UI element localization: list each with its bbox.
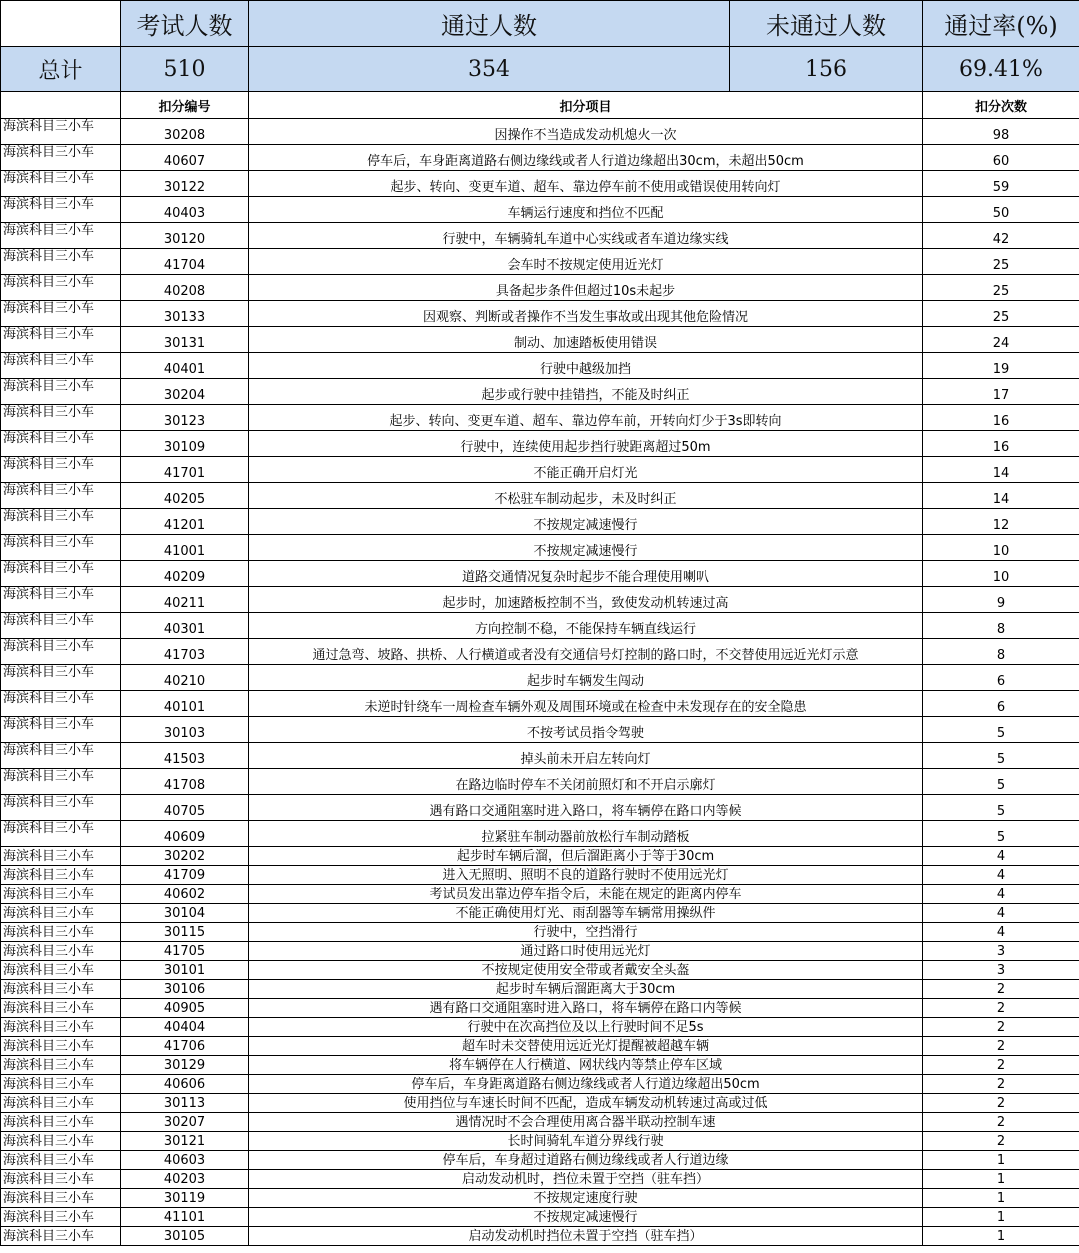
- item-cell: 将车辆停在人行横道、网状线内等禁止停车区域: [249, 1056, 923, 1075]
- count-cell: 4: [923, 904, 1079, 923]
- site-cell: 海滨科目三小车: [1, 405, 121, 431]
- item-cell: 起步、转向、变更车道、超车、靠边停车前不使用或错误使用转向灯: [249, 171, 923, 197]
- item-cell: 因操作不当造成发动机熄火一次: [249, 119, 923, 145]
- table-row: [1, 769, 1079, 795]
- code-cell: 30133: [121, 301, 249, 327]
- table-row: [1, 980, 1079, 999]
- item-cell: 进入无照明、照明不良的道路行驶时不使用远光灯: [249, 866, 923, 885]
- site-cell: 海滨科目三小车: [1, 980, 121, 999]
- pass-rate-value: 69.41%: [923, 47, 1079, 92]
- item-cell: 不松驻车制动起步，未及时纠正: [249, 483, 923, 509]
- site-cell: 海滨科目三小车: [1, 1132, 121, 1151]
- item-cell: 行驶中在次高挡位及以上行驶时间不足5s: [249, 1018, 923, 1037]
- site-cell: 海滨科目三小车: [1, 275, 121, 301]
- code-cell: 40403: [121, 197, 249, 223]
- item-cell: 因观察、判断或者操作不当发生事故或出现其他危险情况: [249, 301, 923, 327]
- code-cell: 40401: [121, 353, 249, 379]
- table-row: [1, 1075, 1079, 1094]
- table-row: [1, 1151, 1079, 1170]
- item-cell: 起步时车辆发生闯动: [249, 665, 923, 691]
- count-cell: 8: [923, 639, 1079, 665]
- site-column-header: [1, 92, 121, 119]
- code-cell: 30105: [121, 1227, 249, 1246]
- code-cell: 41709: [121, 866, 249, 885]
- code-cell: 40203: [121, 1170, 249, 1189]
- count-cell: 25: [923, 301, 1079, 327]
- table-row: [1, 145, 1079, 171]
- code-cell: 41704: [121, 249, 249, 275]
- code-cell: 40211: [121, 587, 249, 613]
- item-cell: 停车后，车身超过道路右侧边缘线或者人行道边缘: [249, 1151, 923, 1170]
- count-cell: 3: [923, 961, 1079, 980]
- count-cell: 1: [923, 1170, 1079, 1189]
- code-cell: 41705: [121, 942, 249, 961]
- item-cell: 不能正确开启灯光: [249, 457, 923, 483]
- site-cell: 海滨科目三小车: [1, 923, 121, 942]
- fail-count-value: 156: [730, 47, 923, 92]
- table-row: [1, 1056, 1079, 1075]
- item-cell: 起步时车辆后溜，但后溜距离小于等于30cm: [249, 847, 923, 866]
- site-cell: 海滨科目三小车: [1, 1227, 121, 1246]
- table-row: [1, 942, 1079, 961]
- item-cell: 方向控制不稳，不能保持车辆直线运行: [249, 613, 923, 639]
- code-cell: 30129: [121, 1056, 249, 1075]
- detail-header-row: [1, 92, 1079, 119]
- table-row: [1, 961, 1079, 980]
- code-cell: 40607: [121, 145, 249, 171]
- count-cell: 17: [923, 379, 1079, 405]
- count-cell: 4: [923, 866, 1079, 885]
- code-cell: 30123: [121, 405, 249, 431]
- site-cell: 海滨科目三小车: [1, 1113, 121, 1132]
- table-row: [1, 405, 1079, 431]
- code-cell: 40603: [121, 1151, 249, 1170]
- table-row: [1, 1170, 1079, 1189]
- count-cell: 16: [923, 431, 1079, 457]
- item-cell: 行驶中，车辆骑轧车道中心实线或者车道边缘实线: [249, 223, 923, 249]
- site-cell: 海滨科目三小车: [1, 171, 121, 197]
- code-cell: 30122: [121, 171, 249, 197]
- item-cell: 长时间骑轧车道分界线行驶: [249, 1132, 923, 1151]
- count-cell: 98: [923, 119, 1079, 145]
- item-cell: 具备起步条件但超过10s未起步: [249, 275, 923, 301]
- site-cell: 海滨科目三小车: [1, 483, 121, 509]
- item-cell: 遇有路口交通阻塞时进入路口，将车辆停在路口内等候: [249, 999, 923, 1018]
- code-cell: 30115: [121, 923, 249, 942]
- site-cell: 海滨科目三小车: [1, 942, 121, 961]
- code-cell: 41703: [121, 639, 249, 665]
- site-cell: 海滨科目三小车: [1, 561, 121, 587]
- item-cell: 启动发动机时，挡位未置于空挡（驻车挡）: [249, 1170, 923, 1189]
- code-cell: 30101: [121, 961, 249, 980]
- item-cell: 遇情况时不会合理使用离合器半联动控制车速: [249, 1113, 923, 1132]
- table-row: [1, 1113, 1079, 1132]
- pass-rate-header: 通过率(%): [923, 1, 1079, 47]
- count-cell: 60: [923, 145, 1079, 171]
- table-row: [1, 1227, 1079, 1246]
- site-cell: 海滨科目三小车: [1, 639, 121, 665]
- count-cell: 14: [923, 457, 1079, 483]
- table-row: [1, 483, 1079, 509]
- item-cell: 掉头前未开启左转向灯: [249, 743, 923, 769]
- count-cell: 4: [923, 885, 1079, 904]
- table-row: [1, 1189, 1079, 1208]
- table-row: [1, 904, 1079, 923]
- summary-corner-cell: [1, 1, 121, 47]
- table-row: [1, 639, 1079, 665]
- item-cell: 遇有路口交通阻塞时进入路口，将车辆停在路口内等候: [249, 795, 923, 821]
- table-row: [1, 535, 1079, 561]
- code-cell: 41101: [121, 1208, 249, 1227]
- code-cell: 41701: [121, 457, 249, 483]
- site-cell: 海滨科目三小车: [1, 904, 121, 923]
- table-row: [1, 1208, 1079, 1227]
- count-cell: 19: [923, 353, 1079, 379]
- count-cell: 3: [923, 942, 1079, 961]
- site-cell: 海滨科目三小车: [1, 885, 121, 904]
- item-cell: 不按规定减速慢行: [249, 1208, 923, 1227]
- site-cell: 海滨科目三小车: [1, 866, 121, 885]
- table-row: [1, 509, 1079, 535]
- site-cell: 海滨科目三小车: [1, 665, 121, 691]
- count-cell: 2: [923, 1018, 1079, 1037]
- item-cell: 通过急弯、坡路、拱桥、人行横道或者没有交通信号灯控制的路口时，不交替使用远近光灯示意: [249, 639, 923, 665]
- table-row: [1, 249, 1079, 275]
- count-cell: 5: [923, 743, 1079, 769]
- site-cell: 海滨科目三小车: [1, 743, 121, 769]
- code-cell: 40209: [121, 561, 249, 587]
- item-cell: 考试员发出靠边停车指令后，未能在规定的距离内停车: [249, 885, 923, 904]
- count-cell: 5: [923, 717, 1079, 743]
- site-cell: 海滨科目三小车: [1, 197, 121, 223]
- count-cell: 10: [923, 561, 1079, 587]
- item-cell: 停车后，车身距离道路右侧边缘线或者人行道边缘超出30cm，未超出50cm: [249, 145, 923, 171]
- table-row: [1, 717, 1079, 743]
- code-cell: 41503: [121, 743, 249, 769]
- table-row: [1, 613, 1079, 639]
- table-row: [1, 119, 1079, 145]
- site-cell: 海滨科目三小车: [1, 249, 121, 275]
- count-cell: 59: [923, 171, 1079, 197]
- summary-total-row: [1, 47, 1079, 92]
- site-cell: 海滨科目三小车: [1, 301, 121, 327]
- table-row: [1, 301, 1079, 327]
- count-cell: 42: [923, 223, 1079, 249]
- table-row: [1, 866, 1079, 885]
- code-cell: 40101: [121, 691, 249, 717]
- site-cell: 海滨科目三小车: [1, 509, 121, 535]
- summary-header-row: [1, 1, 1079, 47]
- site-cell: 海滨科目三小车: [1, 587, 121, 613]
- total-label: 总计: [1, 47, 121, 92]
- site-cell: 海滨科目三小车: [1, 613, 121, 639]
- site-cell: 海滨科目三小车: [1, 1075, 121, 1094]
- code-cell: 41706: [121, 1037, 249, 1056]
- table-row: [1, 885, 1079, 904]
- item-cell: 启动发动机时挡位未置于空挡（驻车挡）: [249, 1227, 923, 1246]
- count-cell: 2: [923, 1056, 1079, 1075]
- table-row: [1, 431, 1079, 457]
- code-cell: 30121: [121, 1132, 249, 1151]
- site-cell: 海滨科目三小车: [1, 535, 121, 561]
- site-cell: 海滨科目三小车: [1, 691, 121, 717]
- pass-count-value: 354: [249, 47, 730, 92]
- item-cell: 行驶中，空挡滑行: [249, 923, 923, 942]
- table-row: [1, 999, 1079, 1018]
- item-cell: 不按规定减速慢行: [249, 509, 923, 535]
- table-row: [1, 1132, 1079, 1151]
- count-cell: 5: [923, 795, 1079, 821]
- count-cell: 2: [923, 1075, 1079, 1094]
- table-row: [1, 691, 1079, 717]
- count-cell: 1: [923, 1151, 1079, 1170]
- table-row: [1, 353, 1079, 379]
- count-cell: 2: [923, 1132, 1079, 1151]
- code-cell: 41201: [121, 509, 249, 535]
- item-cell: 起步时，加速踏板控制不当，致使发动机转速过高: [249, 587, 923, 613]
- count-cell: 1: [923, 1208, 1079, 1227]
- exam-count-header: 考试人数: [121, 1, 249, 47]
- table-row: [1, 743, 1079, 769]
- code-cell: 30109: [121, 431, 249, 457]
- count-cell: 2: [923, 1113, 1079, 1132]
- table-row: [1, 1094, 1079, 1113]
- code-cell: 40606: [121, 1075, 249, 1094]
- table-row: [1, 665, 1079, 691]
- count-cell: 4: [923, 847, 1079, 866]
- code-cell: 40609: [121, 821, 249, 847]
- site-cell: 海滨科目三小车: [1, 327, 121, 353]
- item-cell: 通过路口时使用远光灯: [249, 942, 923, 961]
- count-cell: 6: [923, 665, 1079, 691]
- item-cell: 在路边临时停车不关闭前照灯和不开启示廓灯: [249, 769, 923, 795]
- site-cell: 海滨科目三小车: [1, 1208, 121, 1227]
- code-cell: 40905: [121, 999, 249, 1018]
- item-cell: 未逆时针绕车一周检查车辆外观及周围环境或在检查中未发现存在的安全隐患: [249, 691, 923, 717]
- count-cell: 10: [923, 535, 1079, 561]
- count-cell: 16: [923, 405, 1079, 431]
- count-cell: 2: [923, 999, 1079, 1018]
- item-cell: 不能正确使用灯光、雨刮器等车辆常用操纵件: [249, 904, 923, 923]
- item-cell: 使用挡位与车速长时间不匹配，造成车辆发动机转速过高或过低: [249, 1094, 923, 1113]
- count-cell: 6: [923, 691, 1079, 717]
- pass-count-header: 通过人数: [249, 1, 730, 47]
- table-row: [1, 795, 1079, 821]
- table-row: [1, 275, 1079, 301]
- count-cell: 25: [923, 275, 1079, 301]
- site-cell: 海滨科目三小车: [1, 1151, 121, 1170]
- exam-count-value: 510: [121, 47, 249, 92]
- item-cell: 制动、加速踏板使用错误: [249, 327, 923, 353]
- code-cell: 30106: [121, 980, 249, 999]
- count-cell: 24: [923, 327, 1079, 353]
- site-cell: 海滨科目三小车: [1, 379, 121, 405]
- code-cell: 30103: [121, 717, 249, 743]
- site-cell: 海滨科目三小车: [1, 717, 121, 743]
- item-cell: 超车时未交替使用远近光灯提醒被超越车辆: [249, 1037, 923, 1056]
- table-row: [1, 1037, 1079, 1056]
- code-cell: 40205: [121, 483, 249, 509]
- fail-count-header: 未通过人数: [730, 1, 923, 47]
- code-cell: 30204: [121, 379, 249, 405]
- count-cell: 25: [923, 249, 1079, 275]
- item-cell: 会车时不按规定使用近光灯: [249, 249, 923, 275]
- site-cell: 海滨科目三小车: [1, 999, 121, 1018]
- site-cell: 海滨科目三小车: [1, 145, 121, 171]
- item-cell: 不按规定速度行驶: [249, 1189, 923, 1208]
- site-cell: 海滨科目三小车: [1, 1189, 121, 1208]
- site-cell: 海滨科目三小车: [1, 1056, 121, 1075]
- code-cell: 30113: [121, 1094, 249, 1113]
- item-cell: 起步时车辆后溜距离大于30cm: [249, 980, 923, 999]
- site-cell: 海滨科目三小车: [1, 961, 121, 980]
- code-cell: 40404: [121, 1018, 249, 1037]
- code-cell: 30131: [121, 327, 249, 353]
- site-cell: 海滨科目三小车: [1, 119, 121, 145]
- code-cell: 30202: [121, 847, 249, 866]
- site-cell: 海滨科目三小车: [1, 795, 121, 821]
- table-row: [1, 821, 1079, 847]
- site-cell: 海滨科目三小车: [1, 223, 121, 249]
- item-cell: 不按考试员指令驾驶: [249, 717, 923, 743]
- table-row: [1, 1018, 1079, 1037]
- table-row: [1, 379, 1079, 405]
- item-cell: 拉紧驻车制动器前放松行车制动踏板: [249, 821, 923, 847]
- count-cell: 2: [923, 1094, 1079, 1113]
- count-cell: 12: [923, 509, 1079, 535]
- item-cell: 道路交通情况复杂时起步不能合理使用喇叭: [249, 561, 923, 587]
- table-row: [1, 457, 1079, 483]
- site-cell: 海滨科目三小车: [1, 1037, 121, 1056]
- code-cell: 41001: [121, 535, 249, 561]
- site-cell: 海滨科目三小车: [1, 353, 121, 379]
- table-row: [1, 561, 1079, 587]
- item-cell: 车辆运行速度和挡位不匹配: [249, 197, 923, 223]
- item-cell: 不按规定减速慢行: [249, 535, 923, 561]
- table-row: [1, 923, 1079, 942]
- count-cell: 8: [923, 613, 1079, 639]
- site-cell: 海滨科目三小车: [1, 457, 121, 483]
- count-column-header: 扣分次数: [923, 92, 1079, 119]
- item-cell: 起步、转向、变更车道、超车、靠边停车前，开转向灯少于3s即转向: [249, 405, 923, 431]
- code-cell: 40705: [121, 795, 249, 821]
- code-cell: 30207: [121, 1113, 249, 1132]
- item-cell: 行驶中，连续使用起步挡行驶距离超过50m: [249, 431, 923, 457]
- code-cell: 30119: [121, 1189, 249, 1208]
- site-cell: 海滨科目三小车: [1, 769, 121, 795]
- count-cell: 9: [923, 587, 1079, 613]
- code-cell: 30120: [121, 223, 249, 249]
- item-cell: 停车后，车身距离道路右侧边缘线或者人行道边缘超出50cm: [249, 1075, 923, 1094]
- table-row: [1, 171, 1079, 197]
- site-cell: 海滨科目三小车: [1, 821, 121, 847]
- count-cell: 5: [923, 821, 1079, 847]
- site-cell: 海滨科目三小车: [1, 1018, 121, 1037]
- item-column-header: 扣分项目: [249, 92, 923, 119]
- count-cell: 1: [923, 1189, 1079, 1208]
- table-row: [1, 847, 1079, 866]
- count-cell: 4: [923, 923, 1079, 942]
- code-cell: 41708: [121, 769, 249, 795]
- count-cell: 50: [923, 197, 1079, 223]
- site-cell: 海滨科目三小车: [1, 847, 121, 866]
- code-cell: 40208: [121, 275, 249, 301]
- count-cell: 1: [923, 1227, 1079, 1246]
- count-cell: 2: [923, 980, 1079, 999]
- site-cell: 海滨科目三小车: [1, 1094, 121, 1113]
- table-row: [1, 327, 1079, 353]
- count-cell: 14: [923, 483, 1079, 509]
- item-cell: 不按规定使用安全带或者戴安全头盔: [249, 961, 923, 980]
- item-cell: 行驶中越级加挡: [249, 353, 923, 379]
- code-cell: 30104: [121, 904, 249, 923]
- table-row: [1, 197, 1079, 223]
- site-cell: 海滨科目三小车: [1, 431, 121, 457]
- table-row: [1, 223, 1079, 249]
- count-cell: 2: [923, 1037, 1079, 1056]
- item-cell: 起步或行驶中挂错挡，不能及时纠正: [249, 379, 923, 405]
- table-row: [1, 587, 1079, 613]
- code-cell: 40210: [121, 665, 249, 691]
- code-cell: 30208: [121, 119, 249, 145]
- count-cell: 5: [923, 769, 1079, 795]
- site-cell: 海滨科目三小车: [1, 1170, 121, 1189]
- code-column-header: 扣分编号: [121, 92, 249, 119]
- code-cell: 40301: [121, 613, 249, 639]
- code-cell: 40602: [121, 885, 249, 904]
